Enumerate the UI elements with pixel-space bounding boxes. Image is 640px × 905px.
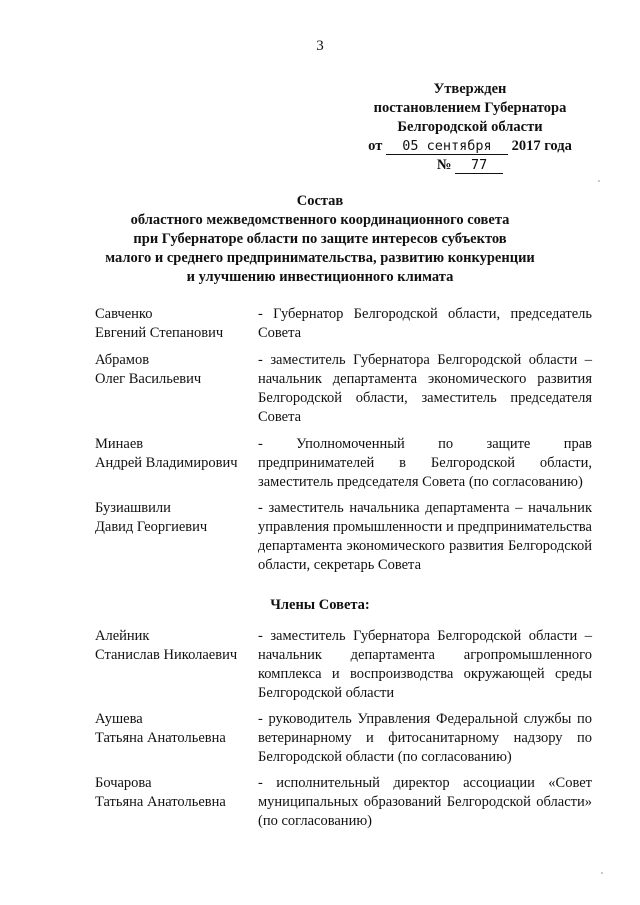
- person-given-name: Евгений Степанович: [95, 325, 224, 341]
- page-number: 3: [316, 38, 324, 54]
- scan-speck: [601, 872, 603, 874]
- person-given-name: Станислав Николаевич: [95, 647, 238, 663]
- number-prefix: №: [436, 157, 452, 173]
- person-given-name: Татьяна Анатольевна: [95, 794, 226, 810]
- person-surname: Аушева: [95, 711, 143, 727]
- person-name: [95, 351, 255, 389]
- person-role: - заместитель Губернатора Белгородской области – начальник департамента экономического развития Белгородской области, заместитель председателя Совета: [258, 352, 592, 425]
- person-given-name: Андрей Владимирович: [95, 455, 238, 471]
- person-given-name: Татьяна Анатольевна: [95, 730, 226, 746]
- person-name: [95, 435, 255, 473]
- person-surname: Савченко: [95, 306, 153, 322]
- person-name: [95, 627, 255, 665]
- person-given-name: Давид Георгиевич: [95, 519, 208, 535]
- approval-line-2: постановлением Губернатора: [373, 100, 567, 116]
- person-surname: Абрамов: [95, 352, 150, 368]
- person-role: - Губернатор Белгородской области, председатель Совета: [258, 306, 592, 341]
- person-role: - заместитель Губернатора Белгородской области – начальник департамента агропромышленного комплекса и воспроизводства окружающей среды Белгородской области: [258, 628, 592, 701]
- approval-date-line: [355, 137, 585, 156]
- title-line-5: и улучшению инвестиционного климата: [186, 269, 454, 285]
- person-surname: Бочарова: [95, 775, 152, 791]
- person-surname: Бузиашвили: [95, 500, 171, 516]
- person-surname: Алейник: [95, 628, 150, 644]
- person-surname: Минаев: [95, 436, 144, 452]
- person-role: - Уполномоченный по защите прав предпринимателей в Белгородской области, заместитель председателя Совета (по согласованию): [258, 436, 592, 490]
- approval-stamp: [355, 80, 585, 175]
- title-line-4: малого и среднего предпринимательства, развитию конкуренции: [105, 250, 535, 266]
- document-title: [80, 192, 560, 287]
- scan-speck: [598, 180, 600, 182]
- title-line-2: областного межведомственного координационного совета: [130, 212, 510, 228]
- date-prefix: от: [368, 138, 383, 154]
- members-heading: Члены Совета:: [270, 597, 370, 613]
- handwritten-date: 05 сентября: [386, 138, 508, 155]
- person-name: [95, 305, 255, 343]
- handwritten-number: 77: [455, 157, 503, 174]
- person-name: [95, 499, 255, 537]
- title-line-3: при Губернаторе области по защите интересов субъектов: [133, 231, 507, 247]
- person-role: - исполнительный директор ассоциации «Совет муниципальных образований Белгородской области» (по согласованию): [258, 775, 592, 829]
- approval-number-line: [355, 156, 585, 175]
- person-name: [95, 774, 255, 812]
- approval-line-1: Утвержден: [433, 81, 507, 97]
- person-given-name: Олег Васильевич: [95, 371, 202, 387]
- title-line-1: Состав: [296, 193, 344, 209]
- date-suffix: 2017 года: [511, 138, 572, 154]
- person-role: - руководитель Управления Федеральной службы по ветеринарному и фитосанитарному надзору по Белгородской области (по согласованию): [258, 711, 592, 765]
- approval-line-3: Белгородской области: [397, 119, 543, 135]
- person-role: - заместитель начальника департамента – начальник управления промышленности и предпринимательства департамента экономического развития Белгородской области, секретарь Совета: [258, 500, 592, 573]
- person-name: [95, 710, 255, 748]
